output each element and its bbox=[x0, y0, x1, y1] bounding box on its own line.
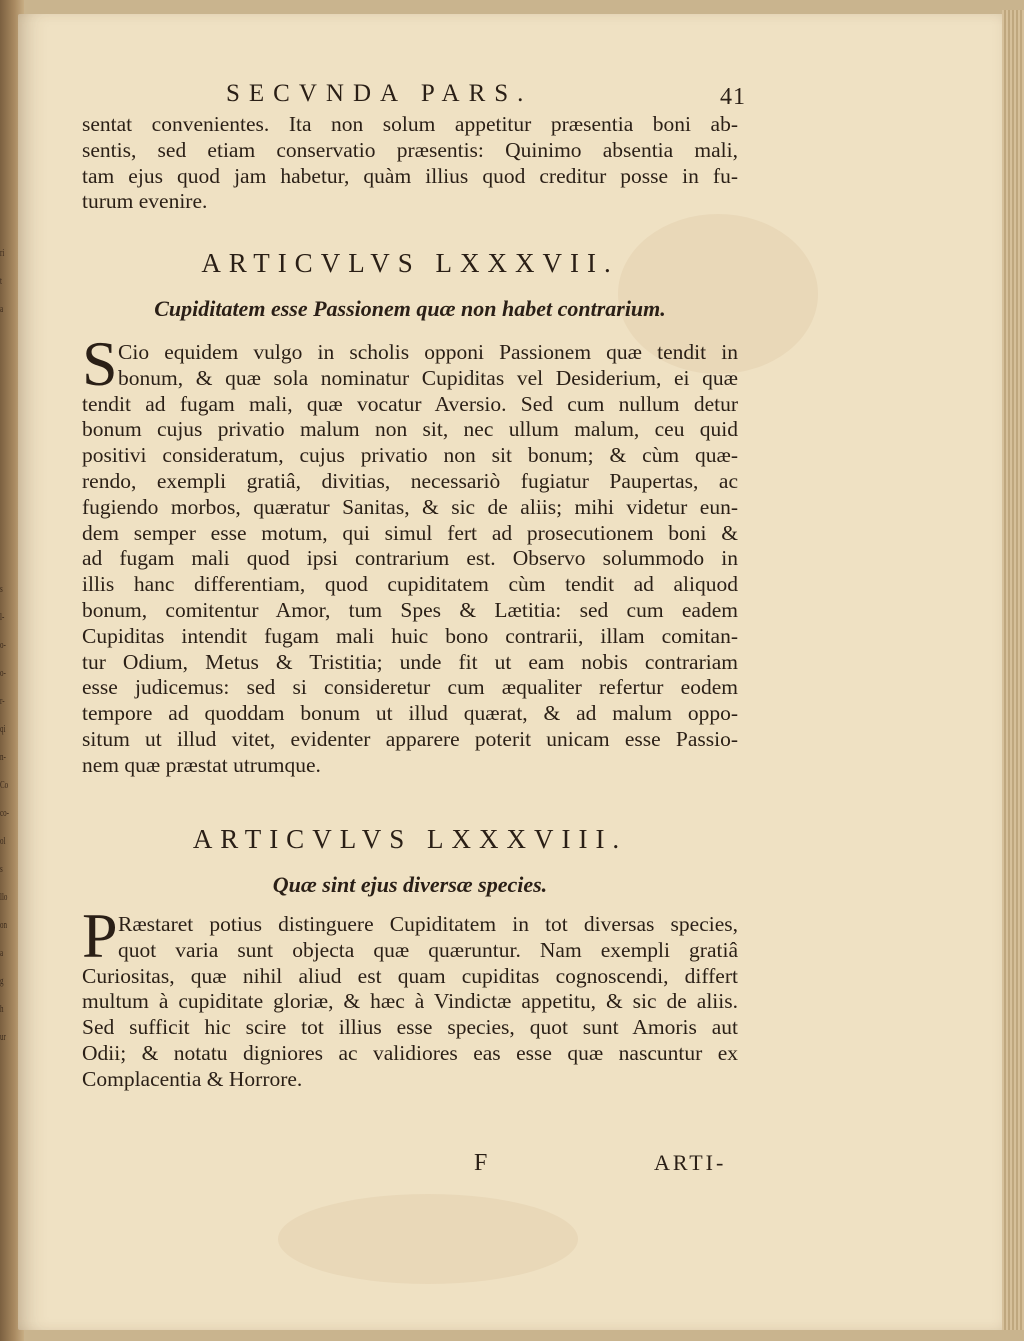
margin-fragment: h bbox=[0, 1004, 4, 1015]
text-line: positivi consideratum, cujus privatio non sit bonum; & cùm quæ- bbox=[82, 443, 738, 468]
article-88-body bbox=[82, 900, 738, 1093]
page-edges bbox=[1002, 10, 1024, 1330]
text-line: Odii; & notatu digniores ac validiores eas esse quæ nascuntur ex bbox=[82, 1040, 738, 1065]
article-87-body bbox=[82, 328, 738, 779]
margin-fragment: ol bbox=[0, 836, 6, 847]
text-line: Curiositas, quæ nihil aliud est quam cupiditas cognoscendi, differt bbox=[82, 963, 738, 988]
margin-fragment: s bbox=[0, 584, 3, 595]
text-line: nem quæ præstat utrumque. bbox=[82, 752, 321, 777]
text-line: multum à cupiditate gloriæ, & hæc à Vindictæ appetitu, & sic de aliis. bbox=[82, 989, 738, 1014]
text-line: turum evenire. bbox=[82, 189, 208, 214]
margin-fragment bbox=[0, 492, 13, 520]
margin-fragment bbox=[0, 352, 13, 380]
article-87-dropcap: S bbox=[82, 328, 118, 399]
margin-fragment bbox=[0, 548, 13, 576]
margin-fragment bbox=[0, 380, 13, 408]
article-87-subtitle: Cupiditatem esse Passionem quæ non habet contrarium. bbox=[154, 296, 666, 321]
margin-fragment: llo bbox=[0, 892, 8, 903]
article-88-dropcap: P bbox=[82, 900, 118, 971]
text-line: Sed sufficit hic scire tot illius esse species, quot sunt Amoris aut bbox=[82, 1015, 738, 1040]
text-line: rendo, exempli gratiâ, divitias, necessariò fugiatur Paupertas, ac bbox=[82, 468, 738, 493]
text-line: bonum, comitentur Amor, tum Spes & Lætitia: sed cum eadem bbox=[82, 597, 738, 622]
article-87-heading: ARTICVLVS LXXXVII. bbox=[201, 248, 619, 278]
text-line: esse judicemus: sed si consideretur cum æqualiter refertur eodem bbox=[82, 675, 738, 700]
margin-fragment: l- bbox=[0, 612, 5, 623]
text-line: Complacentia & Horrore. bbox=[82, 1066, 303, 1091]
margin-fragment: qi bbox=[0, 724, 6, 735]
text-line: tur Odium, Metus & Tristitia; unde fit ut eam nobis contrariam bbox=[82, 649, 738, 674]
margin-fragment: on bbox=[0, 920, 7, 931]
text-line: illis hanc differentiam, quod cupiditatem cùm tendit ad aliquod bbox=[82, 572, 738, 597]
text-line: fugiendo morbos, quæratur Sanitas, & sic de aliis; mihi videtur eun- bbox=[82, 494, 738, 519]
margin-fragment bbox=[0, 520, 13, 548]
margin-fragment: a bbox=[0, 304, 4, 315]
text-line: sentat convenientes. Ita non solum appetitur præsentia boni ab- bbox=[82, 112, 738, 136]
intro-paragraph bbox=[82, 112, 738, 215]
text-line: tendit ad fugam mali, quæ vocatur Aversio. Sed cum nullum detur bbox=[82, 391, 738, 416]
catchword: ARTI- bbox=[654, 1150, 727, 1175]
previous-page-margin bbox=[0, 240, 18, 1043]
text-line: Cupiditas intendit fugam mali huic bono contrarii, illam comitan- bbox=[82, 623, 738, 648]
text-line: tam ejus quod jam habetur, quàm illius quod creditur posse in fu- bbox=[82, 163, 738, 188]
margin-fragment: ri bbox=[0, 248, 5, 259]
paper-stain bbox=[278, 1194, 578, 1284]
margin-fragment: a bbox=[0, 948, 4, 959]
article-88-heading: ARTICVLVS LXXXVIII. bbox=[192, 824, 628, 854]
text-line: situm ut illud vitet, evidenter apparere poterit unicam esse Passio- bbox=[82, 726, 738, 751]
margin-fragment bbox=[0, 436, 13, 464]
margin-fragment: o- bbox=[0, 668, 6, 679]
running-title: SECVNDA PARS. bbox=[226, 80, 533, 107]
margin-fragment: co- bbox=[0, 808, 9, 819]
margin-fragment bbox=[0, 464, 13, 492]
margin-fragment: r- bbox=[0, 696, 5, 707]
text-line: tempore ad quoddam bonum ut illud quærat, & ad malum oppo- bbox=[82, 701, 738, 726]
text-line: bonum cujus privatio malum non sit, nec ullum malum, ceu quid bbox=[82, 417, 738, 442]
margin-fragment: o- bbox=[0, 640, 6, 651]
margin-fragment bbox=[0, 408, 13, 436]
signature-mark: F bbox=[474, 1150, 488, 1176]
text-line: sentis, sed etiam conservatio præsentis: Quinimo absentia mali, bbox=[82, 137, 738, 162]
text-line: bonum, & quæ sola nominatur Cupiditas vel Desiderium, ei quæ bbox=[118, 365, 738, 390]
margin-fragment: ur bbox=[0, 1032, 6, 1043]
page-number: 41 bbox=[720, 84, 746, 110]
margin-fragment: Co bbox=[0, 780, 9, 791]
margin-fragment: s bbox=[0, 864, 3, 875]
text-line: ad fugam mali quod ipsi contrarium est. Observo solummodo in bbox=[82, 546, 738, 571]
text-line: quot varia sunt objecta quæ quæruntur. Nam exempli gratiâ bbox=[118, 937, 738, 962]
text-line: Cio equidem vulgo in scholis opponi Passionem quæ tendit in bbox=[118, 340, 738, 364]
margin-fragment bbox=[0, 324, 13, 352]
margin-fragment: n- bbox=[0, 752, 6, 763]
article-88-subtitle: Quæ sint ejus diversæ species. bbox=[272, 872, 548, 897]
margin-fragment: t bbox=[0, 276, 2, 287]
running-header bbox=[226, 80, 746, 114]
text-line: Ræstaret potius distinguere Cupiditatem in tot diversas species, bbox=[118, 912, 738, 936]
margin-fragment: g bbox=[0, 976, 4, 987]
text-line: dem semper esse motum, qui simul fert ad prosecutionem boni & bbox=[82, 520, 738, 545]
